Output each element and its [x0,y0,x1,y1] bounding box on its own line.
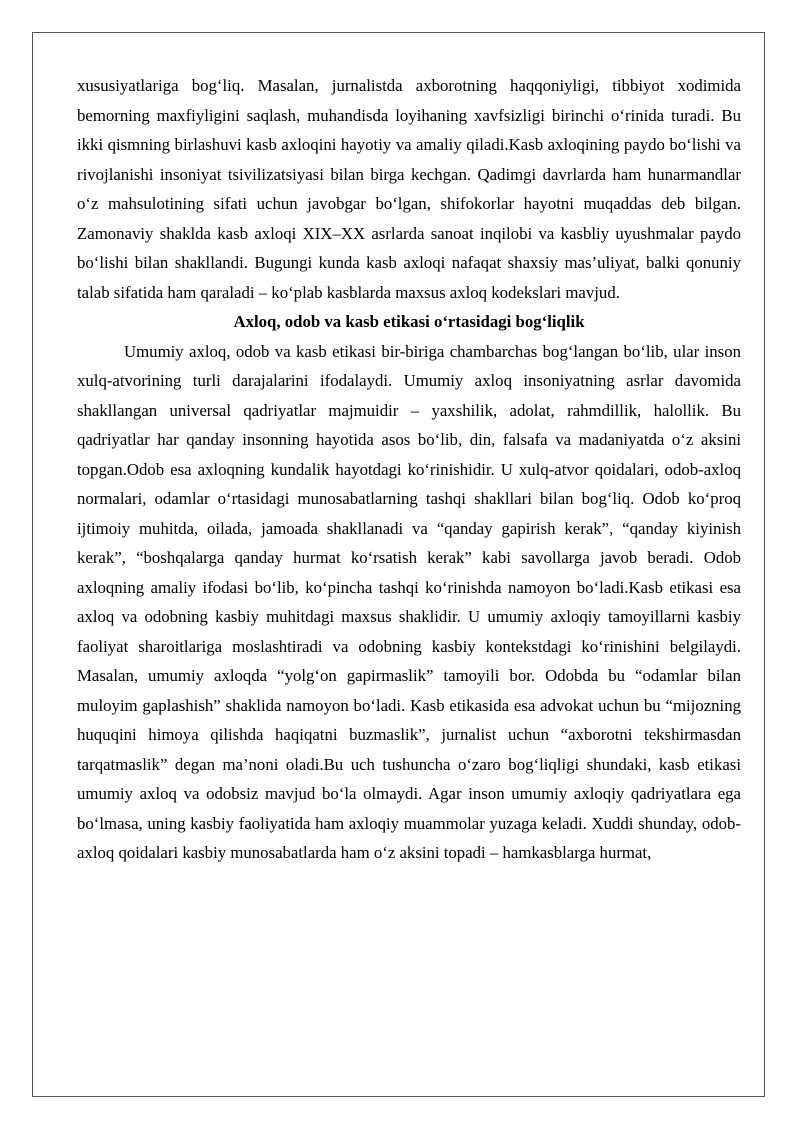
paragraph-continuation: xususiyatlariga bog‘liq. Masalan, jurnalistda axborotning haqqoniyligi, tibbiyot xodimida bemorning maxfiyligini saqlash, muhandisda loyihaning xavfsizligi birinchi o‘rinida turadi. Bu ikki qismning birlashuvi kasb axloqini hayotiy va amaliy qiladi.Kasb axloqining paydo bo‘lishi va rivojlanishi insoniyat tsivilizatsiyasi bilan birga kechgan. Qadimgi davrlarda ham hunarmandlar o‘z mahsulotining sifati uchun javobgar bo‘lgan, shifokorlar hayotni muqaddas deb bilgan. Zamonaviy shaklda kasb axloqi XIX–XX asrlarda sanoat inqilobi va kasbliy uyushmalar paydo bo‘lishi bilan shakllandi. Bugungi kunda kasb axloqi nafaqat shaxsiy mas’uliyat, balki qonuniy talab sifatida ham qaraladi – ko‘plab kasblarda maxsus axloq kodekslari mavjud. [77,76,741,302]
paragraph-body: Umumiy axloq, odob va kasb etikasi bir-biriga chambarchas bog‘langan bo‘lib, ular inson xulq-atvorining turli darajalarini ifodalaydi. Umumiy axloq insoniyatning asrlar davomida shakllangan universal qadriyatlar majmuidir – yaxshilik, adolat, rahmdillik, halollik. Bu qadriyatlar har qanday insonning hayotida asos bo‘lib, din, falsafa va madaniyatda o‘z aksini topgan.Odob esa axloqning kundalik hayotdagi ko‘rinishidir. U xulq-atvor qoidalari, odob-axloq normalari, odamlar o‘rtasidagi munosabatlarning tashqi shakllari bilan bog‘liq. Odob ko‘proq ijtimoiy muhitda, oilada, jamoada shakllanadi va “qanday gapirish kerak”, “qanday kiyinish kerak”, “boshqalarga qanday hurmat ko‘rsatish kerak” kabi savollarga javob beradi. Odob axloqning amaliy ifodasi bo‘lib, ko‘pincha tashqi ko‘rinishda namoyon bo‘ladi.Kasb etikasi esa axloq va odobning kasbiy muhitdagi maxsus shaklidir. U umumiy axloqiy tamoyillarni kasbiy faoliyat sharoitlariga moslashtiradi va odobning kasbiy kontekstdagi ko‘rinishini belgilaydi. Masalan, umumiy axloqda “yolg‘on gapirmaslik” tamoyili bor. Odobda bu “odamlar bilan muloyim gaplashish” shaklida namoyon bo‘ladi. Kasb etikasida esa advokat uchun bu “mijozning huquqini himoya qilishda haqiqatni buzmaslik”, jurnalist uchun “axborotni tekshirmasdan tarqatmaslik” degan ma’noni oladi.Bu uch tushuncha o‘zaro bog‘liqligi shundaki, kasb etikasi umumiy axloq va odobsiz mavjud bo‘la olmaydi. Agar inson umumiy axloqiy qadriyatlara ega bo‘lmasa, uning kasbiy faoliyatida ham axloqiy muammolar yuzaga keladi. Xuddi shunday, odob-axloq qoidalari kasbiy munosabatlarda ham o‘z aksini topadi – hamkasblarga hurmat, [77,341,741,862]
document-body [77,71,741,868]
section-heading: Axloq, odob va kasb etikasi o‘rtasidagi bog‘liqlik [233,312,585,331]
